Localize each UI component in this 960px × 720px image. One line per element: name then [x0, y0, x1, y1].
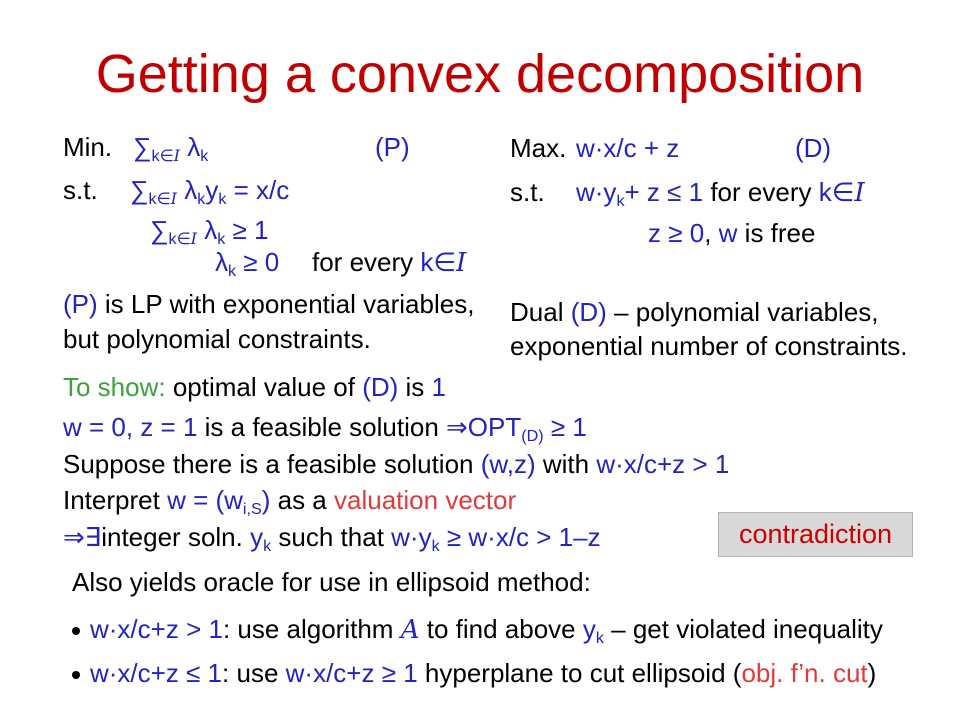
- primal-remark-line-2: but polynomial constraints.: [63, 324, 371, 354]
- dual-label: (D): [570, 297, 607, 327]
- w-vector-close: ): [261, 485, 271, 515]
- y-variable: y: [582, 614, 596, 644]
- goal-lead: To show:: [63, 372, 166, 402]
- cut-type: obj. f’n. cut: [741, 658, 868, 688]
- primal-remark-line-1: [63, 289, 474, 319]
- implies-exists-symbols: ⇒∃: [63, 522, 102, 552]
- dual-remark-line-1: [510, 297, 879, 327]
- primal-quantifier: [312, 247, 466, 278]
- sum-index: [169, 230, 197, 248]
- integer-text: integer soln.: [101, 522, 243, 552]
- sum-index: [149, 190, 177, 208]
- w-vector-open: w = (w: [167, 485, 243, 515]
- primal-label: (P): [375, 132, 410, 162]
- remark-prefix: Dual: [510, 297, 564, 327]
- sum-index-variable: k∈: [168, 230, 191, 249]
- lambda-variable: λ: [187, 132, 201, 162]
- integer-solution-line: [63, 522, 601, 556]
- sum-index-variable: k∈: [148, 190, 171, 209]
- dual-remark-line-2: exponential number of constraints.: [510, 331, 908, 361]
- bullet-text: ): [867, 658, 877, 688]
- index-set-symbol: I: [170, 189, 178, 209]
- bullet-condition: w·x/c+z ≤ 1: [90, 658, 223, 688]
- index-set-symbol: I: [190, 229, 198, 249]
- remark-text: is LP with exponential variables,: [104, 289, 475, 319]
- contradiction-box: [718, 512, 913, 557]
- constraint-lhs: w·y: [576, 177, 617, 207]
- remark-text: – polynomial variables,: [614, 297, 879, 327]
- index-set-symbol: I: [173, 146, 181, 166]
- index-set-symbol: I: [456, 248, 467, 278]
- bullet-text: : use algorithm: [222, 614, 394, 644]
- sum-index: [152, 147, 180, 165]
- primal-objective-expression: [133, 132, 208, 166]
- goal-text: optimal value of: [172, 372, 355, 402]
- sum-symbol: ∑: [133, 132, 152, 162]
- bullet-text: to find above: [426, 614, 576, 644]
- dual-label: (D): [795, 133, 832, 163]
- opt-bound: ≥ 1: [550, 412, 587, 442]
- oracle-bullet-1: [90, 614, 883, 648]
- slide-title: Getting a convex decomposition: [95, 44, 865, 104]
- feasible-line: [63, 412, 587, 446]
- free-text: is free: [744, 218, 816, 248]
- lambda-subscript: k: [217, 230, 226, 249]
- lambda-subscript: k: [197, 190, 206, 209]
- lambda-subscript: k: [200, 147, 209, 166]
- bullet-text: hyperplane to cut ellipsoid (: [424, 658, 742, 688]
- allocation-variable: y: [205, 175, 219, 205]
- dual-objective-keyword: Max.: [510, 133, 567, 163]
- primal-constraint-3: [215, 247, 279, 281]
- sum-index-variable: k∈: [151, 147, 174, 166]
- constraint-rhs: + z ≤ 1: [624, 177, 704, 207]
- inequality-lhs-subscript: k: [431, 537, 440, 556]
- inequality-lhs: w·y: [391, 522, 432, 552]
- bullet-icon: [72, 671, 80, 679]
- y-subscript: k: [595, 629, 604, 648]
- lambda-variable: λ: [204, 215, 218, 245]
- suppose-condition: w·x/c+z > 1: [596, 449, 730, 479]
- dual-objective-expression: w·x/c + z: [576, 133, 680, 163]
- bullet-text: – get violated inequality: [611, 614, 883, 644]
- suppose-line: [63, 449, 729, 479]
- primal-label: (P): [63, 289, 98, 319]
- bullet-text: : use: [222, 658, 279, 688]
- with-text: with: [542, 449, 590, 479]
- constraint-rhs: ≥ 1: [232, 215, 269, 245]
- index-set-symbol: I: [854, 178, 865, 208]
- dual-label: (D): [362, 372, 399, 402]
- quantifier-index: k∈: [420, 247, 457, 277]
- lambda-subscript: k: [228, 262, 237, 281]
- primal-constraint-1: [130, 175, 289, 209]
- dual-constraint-1: [576, 177, 865, 211]
- y-variable: y: [250, 522, 264, 552]
- z-nonnegative: z ≥ 0: [648, 218, 705, 248]
- y-subscript: k: [263, 537, 272, 556]
- feasible-text: is a feasible solution: [204, 412, 439, 442]
- interpret-text: Interpret: [63, 485, 160, 515]
- sum-symbol: ∑: [130, 175, 149, 205]
- opt-subscript: (D): [521, 427, 544, 446]
- such-that-text: such that: [278, 522, 384, 552]
- constraint-rhs: = x/c: [233, 175, 290, 205]
- separator: ,: [704, 218, 712, 248]
- lambda-variable: λ: [184, 175, 198, 205]
- contradiction-text: contradiction: [738, 519, 893, 549]
- hyperplane-inequality: w·x/c+z ≥ 1: [285, 658, 418, 688]
- dual-constraint-2: [648, 218, 815, 248]
- lhs-subscript: k: [616, 192, 625, 211]
- solution-pair: (w,z): [480, 449, 536, 479]
- suppose-text: Suppose there is a feasible solution: [63, 449, 474, 479]
- bullet-condition: w·x/c+z > 1: [90, 614, 223, 644]
- primal-objective-keyword: Min.: [63, 132, 113, 162]
- goal-value: 1: [431, 372, 446, 402]
- quantifier-index: k∈: [818, 177, 855, 207]
- dual-constraints-keyword: s.t.: [510, 177, 545, 207]
- allocation-subscript: k: [218, 190, 227, 209]
- primal-constraints-keyword: s.t.: [63, 175, 98, 205]
- algorithm-symbol: A: [400, 615, 420, 645]
- feasible-point: w = 0, z = 1: [63, 412, 198, 442]
- quantifier-text: for every: [710, 177, 812, 207]
- sum-symbol: ∑: [150, 215, 169, 245]
- valuation-vector-term: valuation vector: [334, 485, 517, 515]
- w-vector-subscript: i,S: [242, 500, 262, 519]
- lambda-variable: λ: [215, 247, 228, 277]
- primal-constraint-2: [150, 215, 269, 249]
- oracle-bullet-2: [90, 658, 876, 688]
- implies-opt: ⇒OPT: [446, 412, 522, 442]
- as-text: as a: [277, 485, 327, 515]
- goal-is: is: [405, 372, 425, 402]
- w-variable: w: [718, 218, 738, 248]
- interpret-line: [63, 485, 516, 519]
- constraint-rhs: ≥ 0: [243, 247, 280, 277]
- bullet-icon: [72, 627, 80, 635]
- inequality-rhs: ≥ w·x/c > 1–z: [446, 522, 601, 552]
- oracle-intro: Also yields oracle for use in ellipsoid method:: [72, 567, 591, 597]
- goal-line: [63, 372, 446, 402]
- quantifier-text: for every: [312, 247, 414, 277]
